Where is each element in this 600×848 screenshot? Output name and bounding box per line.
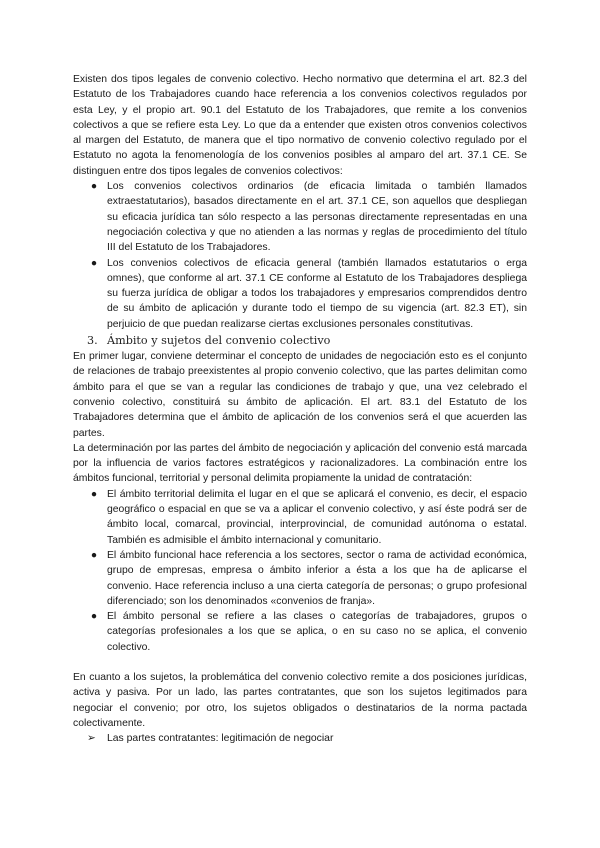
- blank-line: [73, 655, 527, 670]
- bullet-icon: ●: [90, 181, 98, 193]
- subjects-paragraph: En cuanto a los sujetos, la problemática del convenio colectivo remite a dos posiciones jurídicas, activa y pasiva. Por un lado, las partes contratantes, que son los sujetos legitimados para negociar el convenio; por otro, los sujetos obligados o destinatarios de la norma pactada colectivamente.: [73, 671, 527, 729]
- list-item: [73, 609, 527, 655]
- list-item: [73, 256, 527, 332]
- bullet-icon: ●: [90, 611, 98, 623]
- arrow-list-item: [73, 731, 527, 746]
- scope-list: [73, 487, 527, 655]
- arrow-item-text: Las partes contratantes: legitimación de negociar: [107, 733, 334, 745]
- list-item-text: El ámbito personal se refiere a las clases o categorías de trabajadores, grupos o categorías profesionales a los que se aplica, o en su caso no se aplica, el convenio colectivo.: [107, 611, 527, 653]
- document-page: [73, 72, 527, 746]
- bullet-icon: ●: [90, 257, 98, 269]
- convenio-types-list: [73, 179, 527, 332]
- section-number: 3.: [87, 334, 98, 348]
- arrow-bullet-icon: ➢: [87, 733, 96, 745]
- list-item: [73, 487, 527, 548]
- units-paragraph: En primer lugar, conviene determinar el concepto de unidades de negociación esto es el conjunto de relaciones de trabajo preexistentes al propio convenio colectivo, que las partes delimitan como ámbito para el que se van a regular las condiciones de trabajo y que, una vez celebrado el convenio colectivo, constituirá su ámbito de aplicación. El art. 83.1 del Estatuto de los Trabajadores determina que el ámbito de aplicación de los convenios será el que acuerden las partes.: [73, 351, 527, 439]
- section-title: Ámbito y sujetos del convenio colectivo: [107, 334, 331, 348]
- list-item-text: El ámbito territorial delimita el lugar en el que se aplicará el convenio, es decir, el espacio geográfico o espacial en que se va a aplicar el convenio colectivo, y así éste podrá ser de ámbito local, comarcal, provincial, interprovincial, de comunidad autónoma o estatal. También es admisible el ámbito internacional y comunitario.: [107, 488, 527, 546]
- list-item-text: Los convenios colectivos ordinarios (de eficacia limitada o también llamados extraestatutarios), basados directamente en el art. 37.1 CE, son aquellos que despliegan su eficacia jurídica tan sólo respecto a las personas directamente representadas en una negociación colectiva y que no atienden a las normas y reglas de procedimiento del título III del Estatuto de los Trabajadores.: [107, 181, 527, 254]
- bullet-icon: ●: [90, 488, 98, 500]
- list-item: [73, 179, 527, 255]
- intro-paragraph: Existen dos tipos legales de convenio colectivo. Hecho normativo que determina el art. 82.3 del Estatuto de los Trabajadores cuando hace referencia a los convenios colectivos regulados por esta Ley, y el propio art. 90.1 del Estatuto de los Trabajadores, que remite a los convenios colectivos a que se refiere esta Ley. Lo que da a entender que existen otros convenios colectivos al margen del Estatuto, de manera que el tipo normativo de convenio colectivo regulado por el Estatuto no agota la fenomenología de los convenios posibles al amparo del art. 37.1 CE. Se distinguen entre dos tipos legales de convenios colectivos:: [73, 74, 527, 177]
- list-item: [73, 548, 527, 609]
- section-heading: [73, 332, 527, 349]
- list-item-text: Los convenios colectivos de eficacia general (también llamados estatutarios o erga omnes), que conforme al art. 37.1 CE conforme al Estatuto de los Trabajadores despliega su fuerza jurídica de obligar a todos los trabajadores y empresarios comprendidos dentro de su ámbito de aplicación y durante todo el tiempo de su vigencia (art. 82.3 ET), sin perjuicio de que puedan realizarse ciertas exclusiones personales constitutivas.: [107, 257, 527, 330]
- list-item-text: El ámbito funcional hace referencia a los sectores, sector o rama de actividad económica, grupo de empresas, empresa o ámbito inferior a ésta a los que ha de aplicarse el convenio. Hace referencia incluso a una cierta categoría de personas; o grupo profesional diferenciado; son los denominados «convenios de franja».: [107, 549, 527, 607]
- determination-paragraph: La determinación por las partes del ámbito de negociación y aplicación del convenio está marcada por la influencia de varios factores estratégicos y racionalizadores. La combinación entre los ámbitos funcional, territorial y personal delimita propiamente la unidad de contratación:: [73, 442, 527, 485]
- bullet-icon: ●: [90, 549, 98, 561]
